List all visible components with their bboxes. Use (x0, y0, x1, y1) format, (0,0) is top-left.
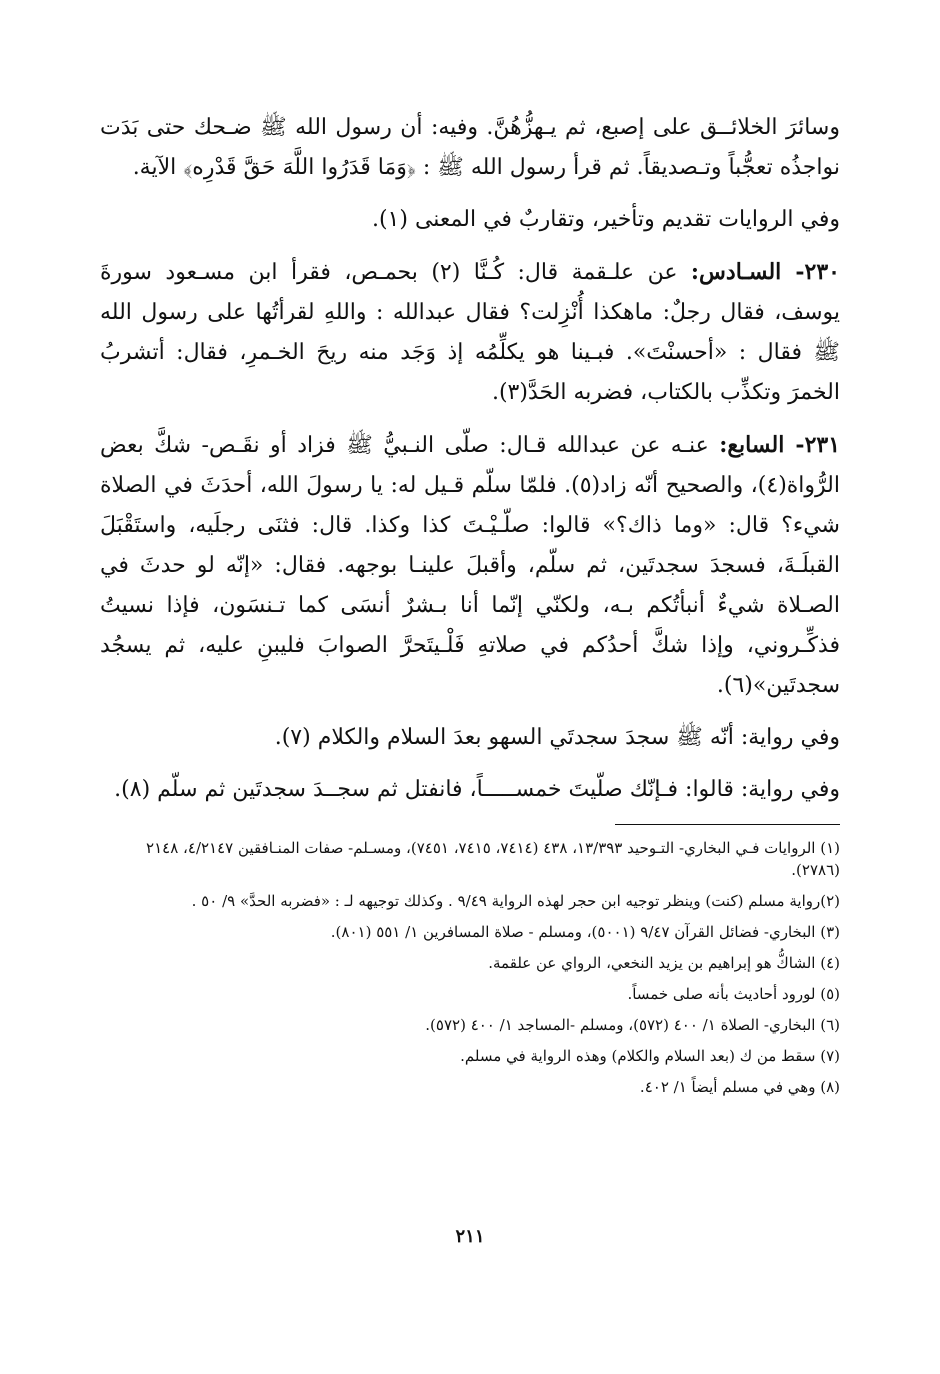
paragraph-text: عنـه عن عبدالله قـال: صلّى النـبيُّ ﷺ فزاد أو نقَـص- شكَّ بعض الرُّواة(٤)، والصحيح أنّه زاد(٥). فلمّا سلّم قـيل له: يا رسولَ الله، أحدَثَ في الصلاة شيء؟ قال: «وما ذاك؟» قالوا: صلّـيْـتَ كذا وكذا. قال: فثنَى رجلَيه، واستَقْبَلَ القبلَـةَ، فسجدَ سجدتَين، ثم سلّم، وأقبلَ علينـا بوجهه. فقال: «إنّه لو حدثَ في الصـلاة شيءٌ أنبأتُكم بـه، ولكنّي إنّما أنا بـشرٌ أنسَى كما تـنسَون، فإذا نسيتُ فذكِّـروني، وإذا شكَّ أحدُكم في صلاتهِ فَلْـيتَحرَّ الصوابَ فليبنِ عليه، ثم يسجُد سجدتَين»(٦). (100, 433, 840, 698)
footnote-2: (٢)رواية مسلم (كنت) وينظر توجيه ابن حجر لهذه الرواية ٩/٤٩ . وكذلك توجيهه لـ : «فضربه الحدَّ» ٩/ ٥٠ . (191, 892, 840, 910)
paragraph-text: عن علـقمة قال: كُـنَّا (٢) بحمـص، فقرأ ابن مسـعود سورةَ يوسف، فقال رجلٌ: ماهكذا أُنْزِلت؟ فقال عبدالله : واللهِ لقرأتُها على رسول الله ﷺ فقال : «أحسنْتَ». فبـينا هو يكلِّمُه إذ وَجَد منه ريحَ الخـمرِ، فقال: أتشربُ الخمرَ وتكذِّب بالكتاب، فضربه الحَدَّ(٣). (100, 260, 840, 405)
paragraph-variants-note (100, 200, 840, 240)
footnote-3: (٣) البخاري- فضائل القرآن ٩/٤٧ (٥٠٠١)، ومسلم - صلاة المسافرين ١/ ٥٥١ (٨٠١). (330, 923, 840, 941)
footnote-8: (٨) وهي في مسلم أيضاً ١/ ٤٠٢. (639, 1078, 840, 1096)
footnotes (100, 837, 840, 1098)
paragraph-text: وسائرَ الخلائــق على إصبع، ثم يـهزُّهُنَّ. وفيه: أن رسول الله ﷺ ضـحك حتى بَدَت نواجذُه تعجُّباً وتـصديقاً. ثم قرأ رسول الله ﷺ : ﴿وَمَا قَدَرُوا اللَّهَ حَقَّ قَدْرِه﴾ الآية. (100, 115, 840, 180)
paragraph-text: وفي رواية: أنّه ﷺ سجدَ سجدتَي السهو بعدَ السلام والكلام (٧). (274, 725, 840, 750)
paragraph-text: وفي الروايات تقديم وتأخير، وتقاربٌ في المعنى (١). (371, 207, 840, 232)
paragraph-continuation (100, 108, 840, 188)
paragraph-text: وفي رواية: قالوا: فـإنّك صلّيتَ خمســـــاً، فانفتل ثم سجــدَ سجدتَين ثم سلّم (٨). (114, 777, 840, 802)
paragraph-hadith-231 (100, 425, 840, 706)
footnote-7: (٧) سقط من ك (بعد السلام والكلام) وهذه الرواية في مسلم. (460, 1047, 840, 1065)
paragraph-number: ٢٣١- السابع: (719, 432, 841, 458)
paragraph-riwaya-1 (100, 718, 840, 758)
footnote-5: (٥) لورود أحاديث بأنه صلى خمساً. (627, 985, 840, 1003)
paragraph-number: ٢٣٠- السـادس: (690, 259, 840, 285)
page-number: ٢١١ (455, 1226, 485, 1247)
footnote-separator (615, 824, 840, 825)
footnote-6: (٦) البخاري- الصلاة ١/ ٤٠٠ (٥٧٢)، ومسلم -المساجد ١/ ٤٠٠ (٥٧٢). (425, 1016, 840, 1034)
footnote-1: (١) الروايات فـي البخاري- التـوحيد ١٣/٣٩٣، ٤٣٨ (٧٤١٤، ٧٤١٥، ٧٤٥١)، ومسـلم- صفات المنـافقين ٤/٢١٤٧، ٢١٤٨ (٢٧٨٦). (146, 839, 840, 879)
footnote-4: (٤) الشاكُّ هو إبراهيم بن يزيد النخعي، الرواي عن علقمة. (488, 954, 840, 972)
paragraph-hadith-230 (100, 252, 840, 413)
paragraph-riwaya-2 (100, 770, 840, 810)
main-text (100, 108, 840, 810)
